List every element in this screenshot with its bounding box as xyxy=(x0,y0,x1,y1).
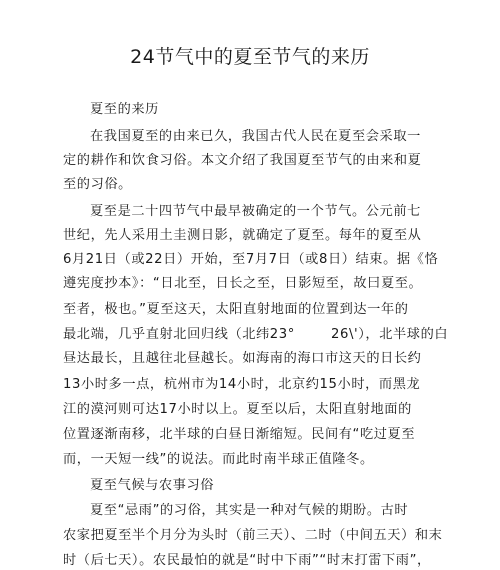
paragraph-line: 而，一天短一线”的说法。而此时南半球正值隆冬。 xyxy=(63,452,374,467)
document-title: 24节气中的夏至节气的来历 xyxy=(130,46,370,68)
section-heading-origin: 夏至的来历 xyxy=(90,102,159,117)
paragraph-line: 遵宪度抄本》：“日北至，日长之至，日影短至，故曰夏至。 xyxy=(63,276,423,291)
paragraph-line: 在我国夏至的由来已久，我国古代人民在夏至会采取一 xyxy=(90,129,421,144)
paragraph-line: 6月21日（或22日）开始，至7月7日（或8日）结束。据《恪 xyxy=(63,252,439,267)
paragraph-line: 夏至“忌雨”的习俗，其实是一种对气候的期盼。古时 xyxy=(90,503,409,518)
paragraph-line: 位置逐渐南移，北半球的白昼日渐缩短。民间有“吃过夏至 xyxy=(63,427,416,442)
paragraph-line: 至的习俗。 xyxy=(63,177,132,192)
paragraph-line: 江的漠河则可达17小时以上。夏至以后，太阳直射地面的 xyxy=(63,402,412,417)
paragraph-line: 13小时多一点，杭州市为14小时，北京约15小时，而黑龙 xyxy=(63,377,421,392)
paragraph-line-part: 最北端，几乎直射北回归线（北纬23° xyxy=(63,327,295,342)
paragraph-line: 昼达最长，且越往北昼越长。如海南的海口市这天的日长约 xyxy=(63,351,422,366)
paragraph-line: 定的耕作和饮食习俗。本文介绍了我国夏至节气的由来和夏 xyxy=(63,153,422,168)
paragraph-line: 世纪，先人采用土圭测日影，就确定了夏至。每年的夏至从 xyxy=(63,228,422,243)
section-heading-climate: 夏至气候与农事习俗 xyxy=(90,478,215,493)
paragraph-line: 夏至是二十四节气中最早被确定的一个节气。公元前七 xyxy=(90,204,421,219)
paragraph-line: 至者，极也。”夏至这天，太阳直射地面的位置到达一年的 xyxy=(63,302,409,317)
paragraph-line: 时（后七天）。农民最怕的就是“时中下雨”“时末打雷下雨”， xyxy=(63,553,431,568)
paragraph-line xyxy=(63,326,448,344)
paragraph-line-part: 26\'），北半球的白 xyxy=(331,327,449,342)
paragraph-line: 农家把夏至半个月分为头时（前三天）、二时（中间五天）和末 xyxy=(63,528,443,543)
